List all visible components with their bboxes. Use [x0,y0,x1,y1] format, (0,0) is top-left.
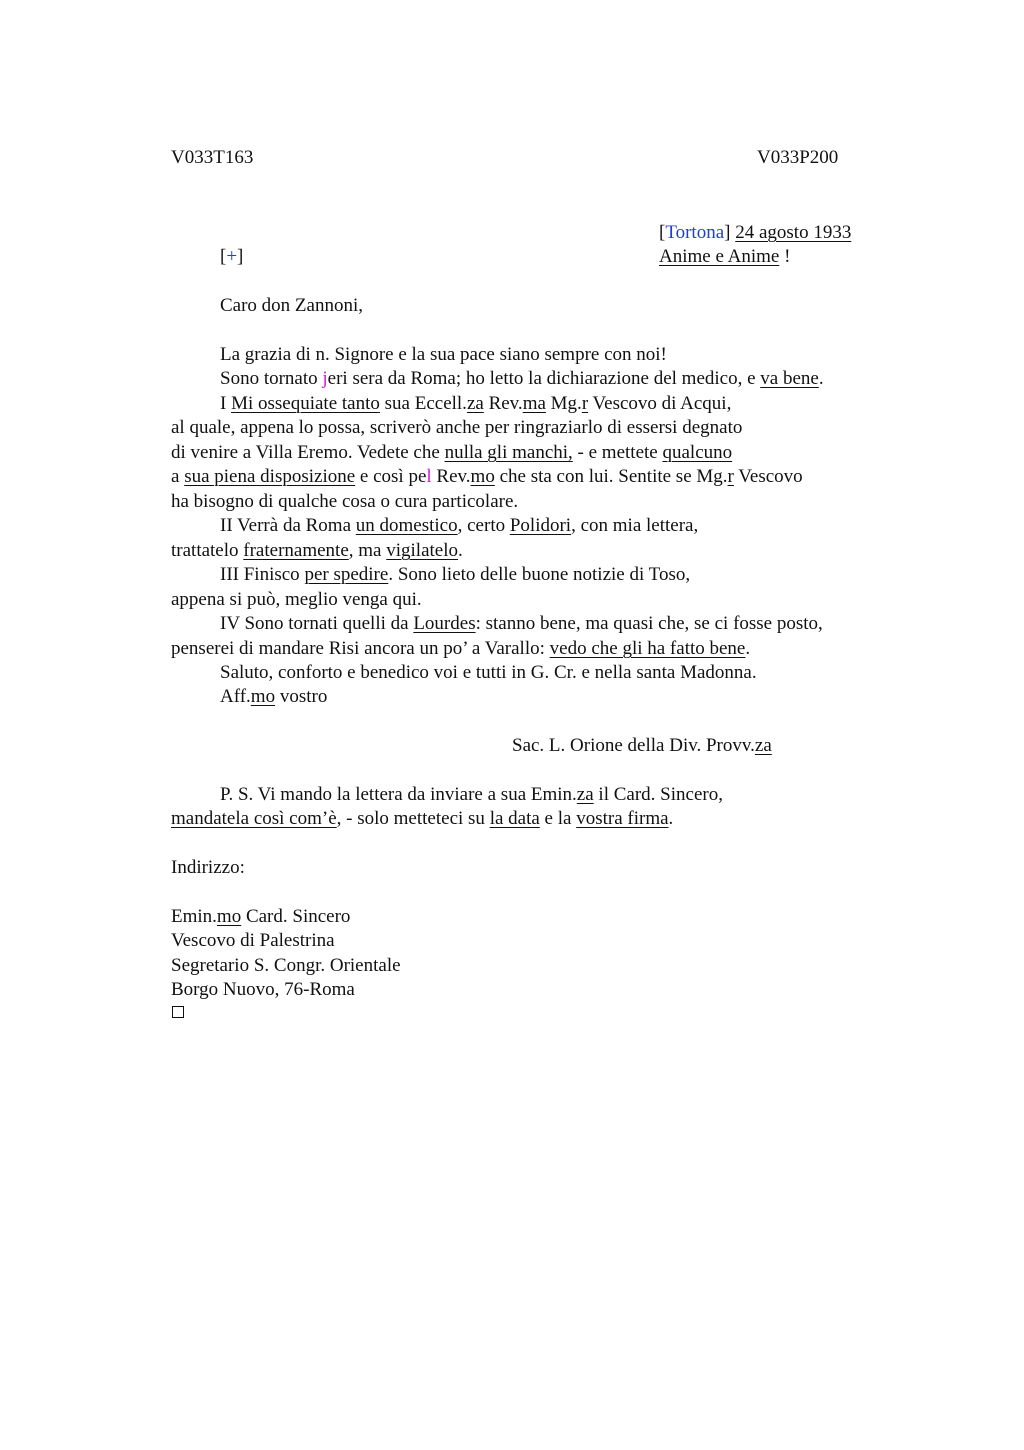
address-line: Vescovo di Palestrina [171,930,335,951]
postscript-line [171,807,673,831]
text: a [171,466,185,487]
text: Sono tornato [220,368,323,389]
underlined-text: vigilatelo [386,540,458,561]
bracket: [ [659,222,666,243]
text: II Verrà da Roma [220,515,356,536]
text-correction: l [426,466,432,487]
underlined-text: fraternamente [243,540,349,561]
address-line: Borgo Nuovo, 76-Roma [171,979,355,1000]
text: Vescovo di Acqui, [588,393,732,414]
text: III Finisco [220,564,305,585]
postscript-line [220,783,723,807]
underlined-text: mandatela così com’è [171,808,337,829]
text: . [745,638,751,659]
underlined-text: la data [489,808,540,829]
text: eri sera da Roma; ho letto la dichiarazione del medico, e [327,368,761,389]
body-line: appena si può, meglio venga qui. [171,589,422,610]
text: il Card. Sincero, [593,784,723,805]
text: Rev. [483,393,523,414]
body-line [171,637,750,661]
underlined-text: nulla gli manchi, [444,442,573,463]
underlined-text: sua piena disposizione [184,466,356,487]
cross-mark [220,245,243,269]
text: , - solo metteteci su [336,808,490,829]
underlined-text: za [754,735,772,756]
underlined-text: Lourdes [413,613,476,634]
text: Emin. [171,906,217,927]
text: I [220,393,232,414]
underlined-text: qualcuno [662,442,733,463]
text: . [818,368,824,389]
document-code-left: V033T163 [171,147,254,168]
text: Vescovo [733,466,803,487]
signature [512,734,772,758]
closing [220,685,327,709]
text: P. S. Vi mando la lettera da inviare a sua Emin. [220,784,577,805]
underlined-text: mo [250,686,276,707]
body-line [220,392,731,416]
underlined-text: ma [522,393,546,414]
underlined-text: un domestico [355,515,458,536]
body-line: al quale, appena lo possa, scriverò anche per ringraziarlo di essersi degnato [171,417,743,438]
body-line: La grazia di n. Signore e la sua pace siano sempre con noi! [220,344,667,365]
address-line [171,905,350,929]
text: Sac. L. Orione della Div. Provv. [512,735,755,756]
body-line [220,367,824,391]
text: , certo [457,515,510,536]
text: : stanno bene, ma quasi che, se ci fosse posto, [475,613,823,634]
underlined-text: va bene [760,368,819,389]
underlined-text: per spedire [304,564,389,585]
body-line [171,539,463,563]
underlined-text: mo [216,906,242,927]
letter-date: 24 agosto 1933 [735,222,852,243]
motto-punct: ! [779,246,791,267]
underlined-text: vostra firma [576,808,669,829]
underlined-text: Polidori [509,515,572,536]
dateline-place-date [659,221,851,245]
text: e così pe [355,466,427,487]
text: , con mia lettera, [571,515,699,536]
text: Rev. [431,466,471,487]
bracket: ] [237,246,244,267]
underlined-text: r [581,393,589,414]
end-box-icon [172,1006,184,1019]
body-line: Saluto, conforto e benedico voi e tutti in G. Cr. e nella santa Madonna. [220,662,757,683]
underlined-text: vedo che gli ha fatto bene [549,638,746,659]
place-name: Tortona [665,222,725,243]
underlined-text: mo [470,466,495,487]
motto [659,245,790,269]
cross-icon: + [226,246,238,267]
text: . [458,540,463,561]
bracket: ] [724,222,731,243]
document-code-right: V033P200 [757,147,839,168]
text: Card. Sincero [241,906,351,927]
underlined-text: r [727,466,734,487]
text: trattatelo [171,540,244,561]
body-line [220,514,698,538]
text: che sta con lui. Sentite se Mg. [494,466,728,487]
text: e la [539,808,577,829]
address-label: Indirizzo: [171,857,245,878]
body-line [220,563,690,587]
text: , ma [348,540,387,561]
text: sua Eccell. [379,393,467,414]
motto-text: Anime e Anime [659,246,780,267]
body-line [220,612,823,636]
text: . [668,808,674,829]
address-line: Segretario S. Congr. Orientale [171,955,401,976]
text: Mg. [545,393,582,414]
bracket: [ [220,246,227,267]
text: vostro [275,686,328,707]
underlined-text: Mi ossequiate tanto [231,393,380,414]
text: - e mettete [572,442,663,463]
body-line [171,441,732,465]
text: Aff. [220,686,251,707]
text: . Sono lieto delle buone notizie di Toso, [388,564,691,585]
underlined-text: za [576,784,594,805]
body-line: ha bisogno di qualche cosa o cura particolare. [171,491,519,512]
body-line [171,465,803,489]
text: di venire a Villa Eremo. Vedete che [171,442,445,463]
underlined-text: za [466,393,484,414]
salutation: Caro don Zannoni, [220,295,364,316]
text: penserei di mandare Risi ancora un po’ a Varallo: [171,638,550,659]
text: IV Sono tornati quelli da [220,613,414,634]
text-correction: j [322,368,328,389]
